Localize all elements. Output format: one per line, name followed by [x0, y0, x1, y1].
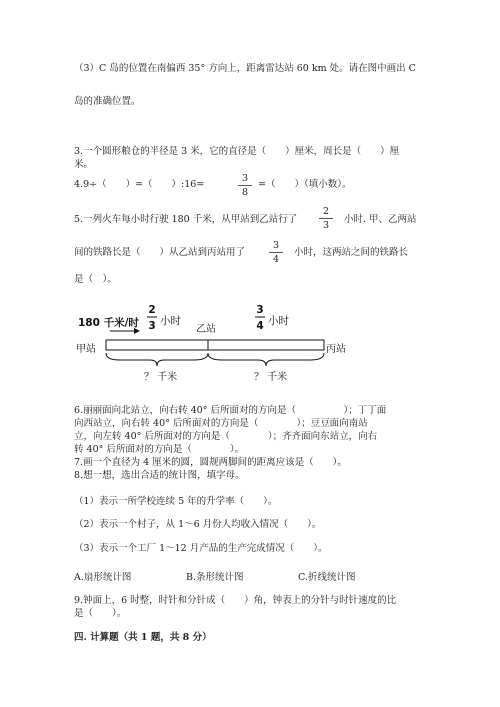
- diagram-frac2-num: 3: [256, 304, 264, 316]
- q8-option-a: A.扇形统计图: [74, 572, 132, 583]
- station-a-label: 甲站: [76, 344, 96, 355]
- q4-fraction: [238, 173, 252, 198]
- q3-line1: 3.一个圆形粮仓的半径是 3 米，它的直径是（ ）厘米，周长是（ ）厘: [74, 146, 400, 157]
- q4-part-a: 4.9÷（ ）=（ ）:16=: [74, 179, 205, 190]
- track-segment-ab: [106, 340, 208, 350]
- q4-frac-den: 8: [241, 187, 249, 198]
- q6-line1: 6.丽丽面向北站立，向右转 40° 后所面对的方向是（ ）；丁丁面: [74, 405, 387, 416]
- q8-sub1: （1）表示一所学校连续 5 年的升学率（ ）。: [74, 496, 278, 507]
- q8-option-c: C.折线统计图: [298, 572, 356, 583]
- q5-line3: 是（ ）。: [74, 274, 117, 285]
- q4-frac-num: 3: [241, 173, 249, 184]
- q9-line1: 9.钟面上，6 时整，时针和分针成（ ）角，钟表上的分针与时针速度的比: [74, 595, 397, 606]
- q5-frac2-den: 4: [272, 254, 280, 265]
- q7-line1: 7.画一个直径为 4 厘米的圆，圆规两脚间的距离应该是（ ）。: [74, 457, 347, 468]
- q5-part-b: 小时. 甲、乙两站: [344, 214, 417, 225]
- track-segment-bc: [208, 340, 324, 350]
- q-part3-line1: （3）C 岛的位置在南偏西 35° 方向上，距离雷达站 60 km 处。请在图中画出 C: [74, 63, 416, 74]
- unknown-distance-1: ？ 千米: [144, 372, 178, 383]
- q6-line4: 转 40° 后所面对的方向是（ ）。: [74, 444, 245, 455]
- brace-ab: [106, 353, 208, 366]
- station-c-label: 丙站: [326, 344, 346, 355]
- q9-line2: 是（ ）。: [74, 608, 127, 619]
- q5-frac2-num: 3: [272, 240, 280, 251]
- section-heading: 四. 计算题（共 1 题，共 8 分）: [74, 632, 212, 643]
- railway-diagram: [70, 298, 370, 388]
- speed-label: 180 千米/时: [78, 317, 139, 329]
- q5-fraction-2: [269, 240, 283, 265]
- q8-line1: 8.想一想，选出合适的统计图，填字母。: [74, 470, 245, 481]
- diagram-frac1-den: 3: [148, 320, 156, 332]
- q4-part-b: =（ ）（填小数）。: [258, 179, 352, 190]
- diagram-frac1-unit: 小时: [160, 315, 181, 327]
- q6-line2: 向西站立，向右转 40° 后所面对的方向是（ ）；豆豆面向南站: [74, 418, 368, 429]
- q8-option-b: B.条形统计图: [186, 572, 244, 583]
- q5-frac1-num: 2: [322, 206, 330, 217]
- brace-bc: [208, 353, 324, 366]
- q8-sub3: （3）表示一个工厂 1～12 月产品的生产完成情况（ ）。: [74, 543, 328, 554]
- diagram-frac2-unit: 小时: [268, 315, 289, 327]
- q5-line2-b: 小时，这两站之间的铁路长: [294, 247, 409, 258]
- diagram-frac1-num: 2: [148, 304, 156, 316]
- q-part3-line2: 岛的准确位置。: [74, 96, 141, 107]
- q5-fraction-1: [319, 206, 333, 231]
- q5-part-a: 5.一列火车每小时行驶 180 千米，从甲站到乙站行了: [74, 214, 298, 225]
- q3-line2: 米。: [74, 159, 94, 170]
- q5-line2-a: 间的铁路长是（ ）从乙站到丙站用了: [74, 247, 246, 258]
- unknown-distance-2: ？ 千米: [254, 372, 288, 383]
- q8-sub2: （2）表示一个村子，从 1～6 月份人均收入情况（ ）。: [74, 519, 322, 530]
- station-b-label: 乙站: [196, 324, 216, 335]
- diagram-frac2-den: 4: [256, 320, 264, 332]
- q6-line3: 立，向左转 40° 后所面对的方向是（ ）；齐齐面向东站立，向右: [74, 431, 378, 442]
- q5-frac1-den: 3: [322, 220, 330, 231]
